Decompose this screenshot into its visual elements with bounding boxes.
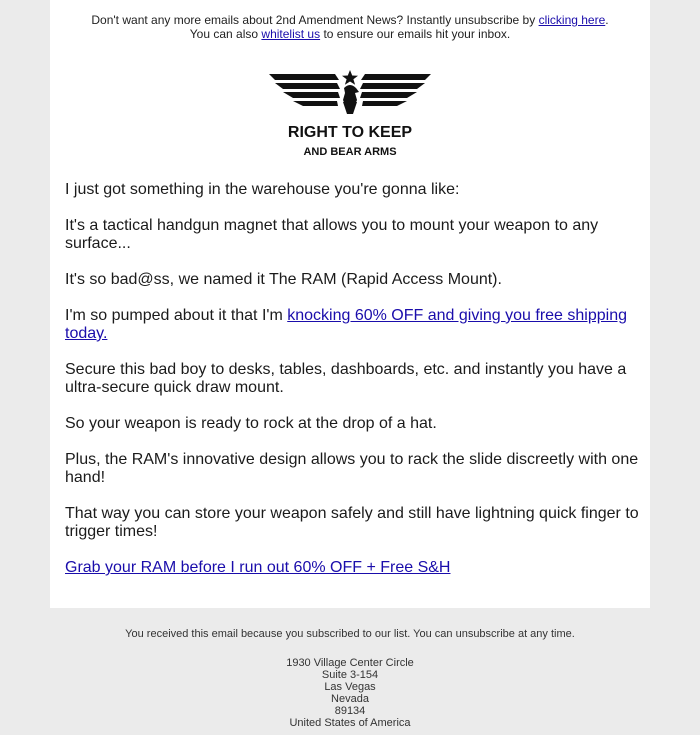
logo-title: RIGHT TO KEEP: [287, 124, 413, 141]
brand-logo[interactable]: [265, 66, 435, 166]
paragraph-intro: I just got something in the warehouse you're gonna like:: [65, 181, 460, 198]
unsubscribe-link[interactable]: clicking here: [538, 13, 606, 27]
subscription-note: You received this email because you subscribed to our list. You can unsubscribe at any time.: [125, 628, 575, 640]
preheader-line-1-suffix: .: [605, 13, 609, 27]
address-line: Las Vegas: [324, 681, 376, 693]
address-line: 89134: [334, 705, 366, 717]
address-line: Nevada: [331, 693, 369, 705]
preheader-line-2: [50, 27, 650, 41]
address-line: Suite 3-154: [321, 669, 379, 681]
preheader: [50, 13, 650, 41]
paragraph-design: Plus, the RAM's innovative design allows you to rack the slide discreetly with one hand!: [65, 451, 639, 486]
paragraph-store: That way you can store your weapon safely and still have lightning quick finger to trigger times!: [65, 505, 639, 540]
paragraph-offer-text: I'm so pumped about it that I'm: [65, 307, 283, 324]
email-body: [65, 181, 640, 595]
paragraph-offer: [65, 307, 640, 343]
whitelist-link[interactable]: whitelist us: [261, 27, 321, 41]
paragraph-ready: So your weapon is ready to rock at the drop of a hat.: [65, 415, 437, 432]
preheader-line-2-text: You can also: [189, 27, 259, 41]
footer: [0, 628, 700, 729]
email-card: [50, 0, 650, 608]
cta-paragraph: [65, 559, 640, 577]
preheader-line-1: [50, 13, 650, 27]
mailing-address: [0, 657, 700, 729]
preheader-line-1-text: Don't want any more emails about 2nd Amendment News? Instantly unsubscribe by: [91, 13, 536, 27]
offer-link[interactable]: knocking 60% OFF and giving you free shipping today.: [65, 307, 627, 342]
paragraph-product: It's a tactical handgun magnet that allows you to mount your weapon to any surface...: [65, 217, 599, 252]
star-icon: [342, 70, 358, 85]
paragraph-secure: Secure this bad boy to desks, tables, dashboards, etc. and instantly you have a ultra-secure quick draw mount.: [65, 361, 627, 396]
cta-link[interactable]: Grab your RAM before I run out 60% OFF + Free S&H: [65, 559, 451, 576]
address-line: United States of America: [289, 717, 411, 729]
preheader-line-2-suffix: to ensure our emails hit your inbox.: [323, 27, 511, 41]
paragraph-name: It's so bad@ss, we named it The RAM (Rapid Access Mount).: [65, 271, 502, 288]
logo-subtitle: AND BEAR ARMS: [303, 146, 397, 158]
address-line: 1930 Village Center Circle: [286, 657, 414, 669]
eagle-wings-icon: [265, 66, 435, 126]
